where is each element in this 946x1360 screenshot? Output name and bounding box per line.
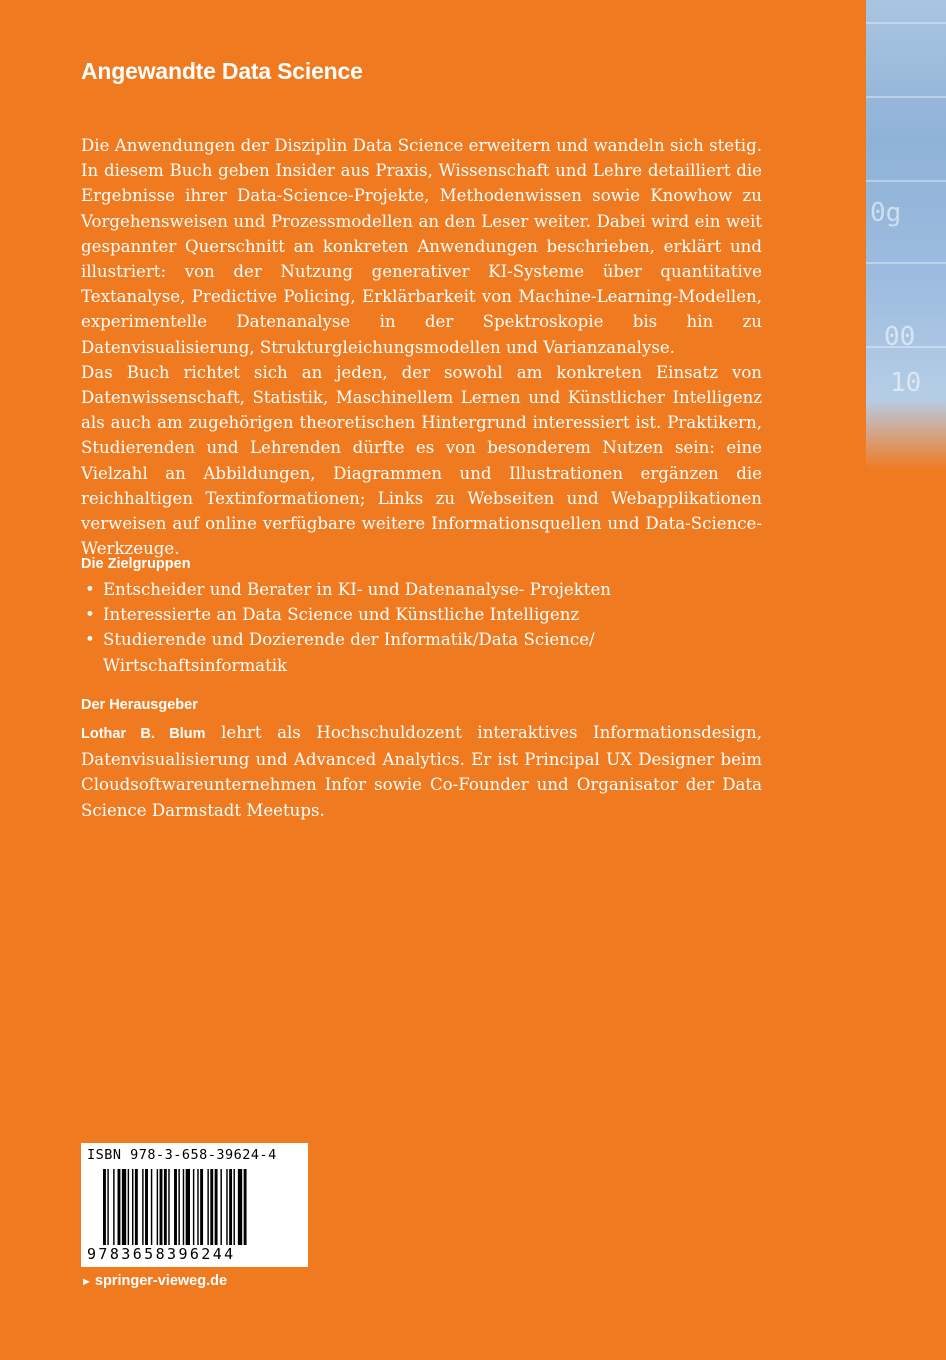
editor-bio — [81, 720, 762, 823]
bullet-icon: • — [85, 630, 95, 650]
decor-glyph: 10 — [890, 368, 922, 398]
list-item-text: Interessierte an Data Science und Künstliche Intelligenz — [103, 605, 580, 625]
editor-heading: Der Herausgeber — [81, 697, 198, 713]
barcode-bars — [103, 1169, 293, 1247]
publisher-website[interactable] — [81, 1273, 227, 1289]
list-item-text: Entscheider und Berater in KI- und Datenanalyse- Projekten — [103, 580, 611, 599]
description — [81, 133, 762, 561]
decor-line — [866, 22, 946, 24]
cover-image-strip — [866, 0, 946, 470]
editor-name: Lothar B. Blum — [81, 726, 206, 742]
isbn-barcode — [81, 1143, 308, 1267]
list-item-text: Studierende und Dozierende der Informatik/Data Science/ Wirtschaftsinformatik — [103, 630, 595, 675]
bullet-icon: • — [85, 580, 95, 599]
list-item — [81, 627, 762, 677]
isbn-text: ISBN 978-3-658-39624-4 — [87, 1147, 277, 1163]
book-title: Angewandte Data Science — [81, 58, 363, 84]
target-groups-list — [81, 577, 762, 678]
arrow-right-icon: ► — [81, 1276, 92, 1288]
website-text: springer-vieweg.de — [94, 1273, 228, 1289]
editor-bio-text: lehrt als Hochschuldozent interaktives Informationsdesign, Datenvisualisierung und Advanced Analytics. Er ist Principal UX Designer beim Cloudsoftwareunternehmen Infor sowie Co-Founder und Organisator der Data Science Darmstadt Meetups. — [81, 723, 762, 820]
decor-line — [866, 262, 946, 264]
ean-digits: 9783658396244 — [87, 1245, 236, 1263]
decor-line — [866, 96, 946, 98]
list-item — [81, 577, 762, 602]
list-item — [81, 602, 762, 627]
description-paragraph: Die Anwendungen der Disziplin Data Science erweitern und wandeln sich stetig. In diesem Buch geben Insider aus Praxis, Wissenschaft und Lehre detailliert die Ergebnisse ihrer Data-Science-Projekte, Methodenwissen sowie Knowhow zu Vorgehensweisen und Prozessmodellen an den Leser weiter. Dabei wird ein weit gespannter Querschnitt an konkreten Anwendungen beschrieben, erklärt und illustriert: von der Nutzung generativer KI-Systeme über quantitative Textanalyse, Predictive Policing, Erklärbarkeit von Machine-Learning-Modellen, experimentelle Datenanalyse in der Spektroskopie bis hin zu Datenvisualisierung, Strukturgleichungsmodellen und Varianzanalyse. — [81, 136, 762, 357]
decor-glyph: 0g — [870, 198, 902, 228]
target-groups-heading: Die Zielgruppen — [81, 556, 191, 572]
decor-glyph: 00 — [884, 322, 916, 352]
description-paragraph: Das Buch richtet sich an jeden, der sowohl am konkreten Einsatz von Datenwissenschaft, Statistik, Maschinellem Lernen und Künstlicher Intelligenz als auch am zugehörigen theoretischen Hintergrund interessiert ist. Praktikern, Studierenden und Lehrenden dürfte es von besonderem Nutzen sein: eine Vielzahl an Abbildungen, Diagrammen und Illustrationen ergänzen die reichhaltigen Textinformationen; Links zu Webseiten und Webapplikationen verweisen auf online verfügbare weitere Informationsquellen und Data-Science-Werkzeuge. — [81, 362, 762, 559]
decor-line — [866, 180, 946, 182]
bullet-icon: • — [85, 605, 95, 625]
